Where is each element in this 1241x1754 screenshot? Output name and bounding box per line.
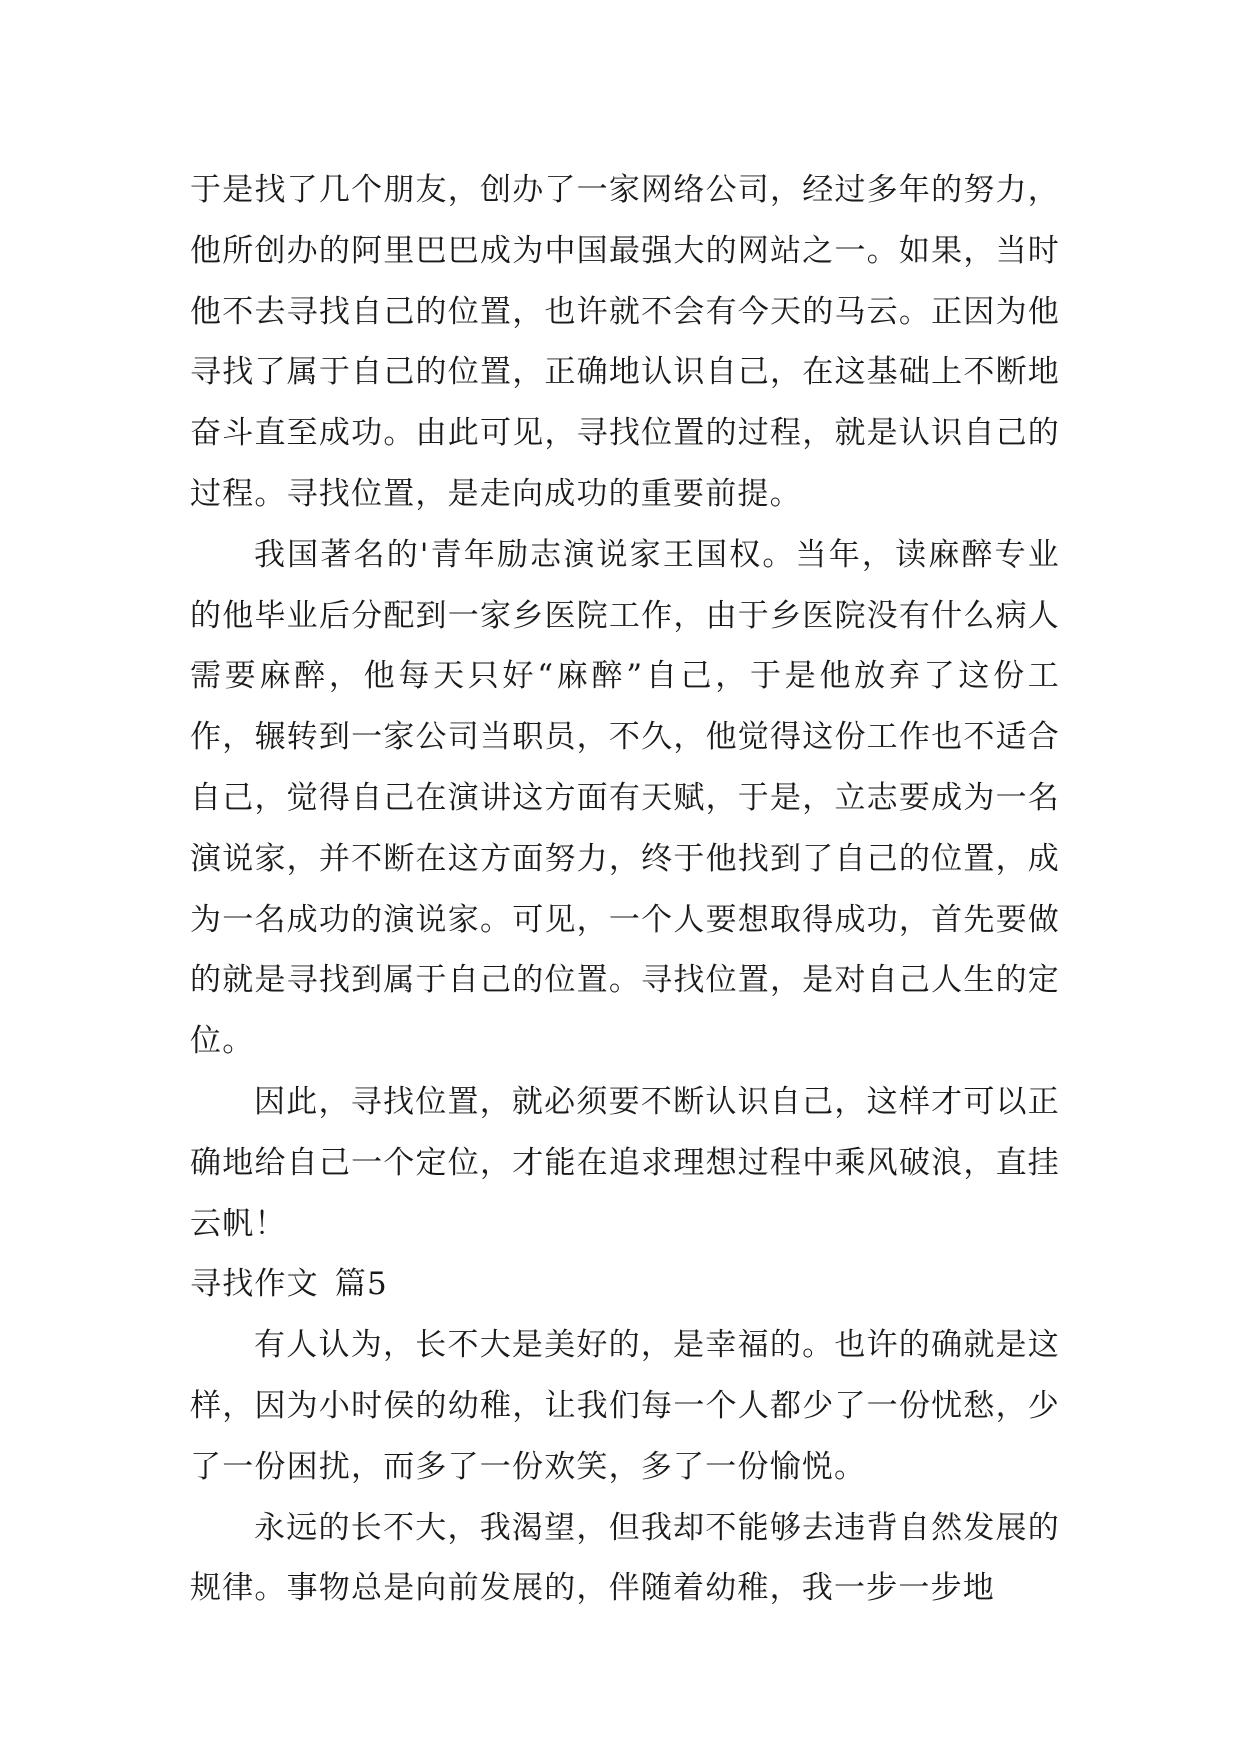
paragraph-growing-up: 有人认为，长不大是美好的，是幸福的。也许的确就是这样，因为小时侯的幼稚，让我们每一个人都少了一份忧愁，少了一份困扰，而多了一份欢笑，多了一份愉悦。 [190,1327,1060,1485]
paragraph-never-grow-up: 永远的长不大，我渴望，但我却不能够去违背自然发展的规律。事物总是向前发展的，伴随着幼稚，我一步一步地 [190,1509,1060,1607]
section-heading-title: 寻找作文 [190,1266,319,1303]
paragraph-continued: 于是找了几个朋友，创办了一家网络公司，经过多年的努力，他所创办的阿里巴巴成为中国最强大的网站之一。如果，当时他不去寻找自己的位置，也许就不会有今天的马云。正因为他寻找了属于自己的位置，正确地认识自己，在这基础上不断地奋斗直至成功。由此可见，寻找位置的过程，就是认识自己的过程。寻找位置，是走向成功的重要前提。 [190,172,1060,512]
section-heading [190,1254,1060,1315]
paragraph-wang-guoquan: 我国著名的'青年励志演说家王国权。当年，读麻醉专业的他毕业后分配到一家乡医院工作，由于乡医院没有什么病人需要麻醉，他每天只好“麻醉”自己，于是他放弃了这份工作，辗转到一家公司当职员，不久，他觉得这份工作也不适合自己，觉得自己在演讲这方面有天赋，于是，立志要成为一名演说家，并不断在这方面努力，终于他找到了自己的位置，成为一名成功的演说家。可见，一个人要想取得成功，首先要做的就是寻找到属于自己的位置。寻找位置，是对自己人生的定位。 [190,536,1060,1060]
document-body [190,160,1060,1619]
paragraph-conclusion: 因此，寻找位置，就必须要不断认识自己，这样才可以正确地给自己一个定位，才能在追求理想过程中乘风破浪，直挂云帆！ [190,1083,1060,1242]
section-heading-number: 篇5 [334,1266,388,1303]
